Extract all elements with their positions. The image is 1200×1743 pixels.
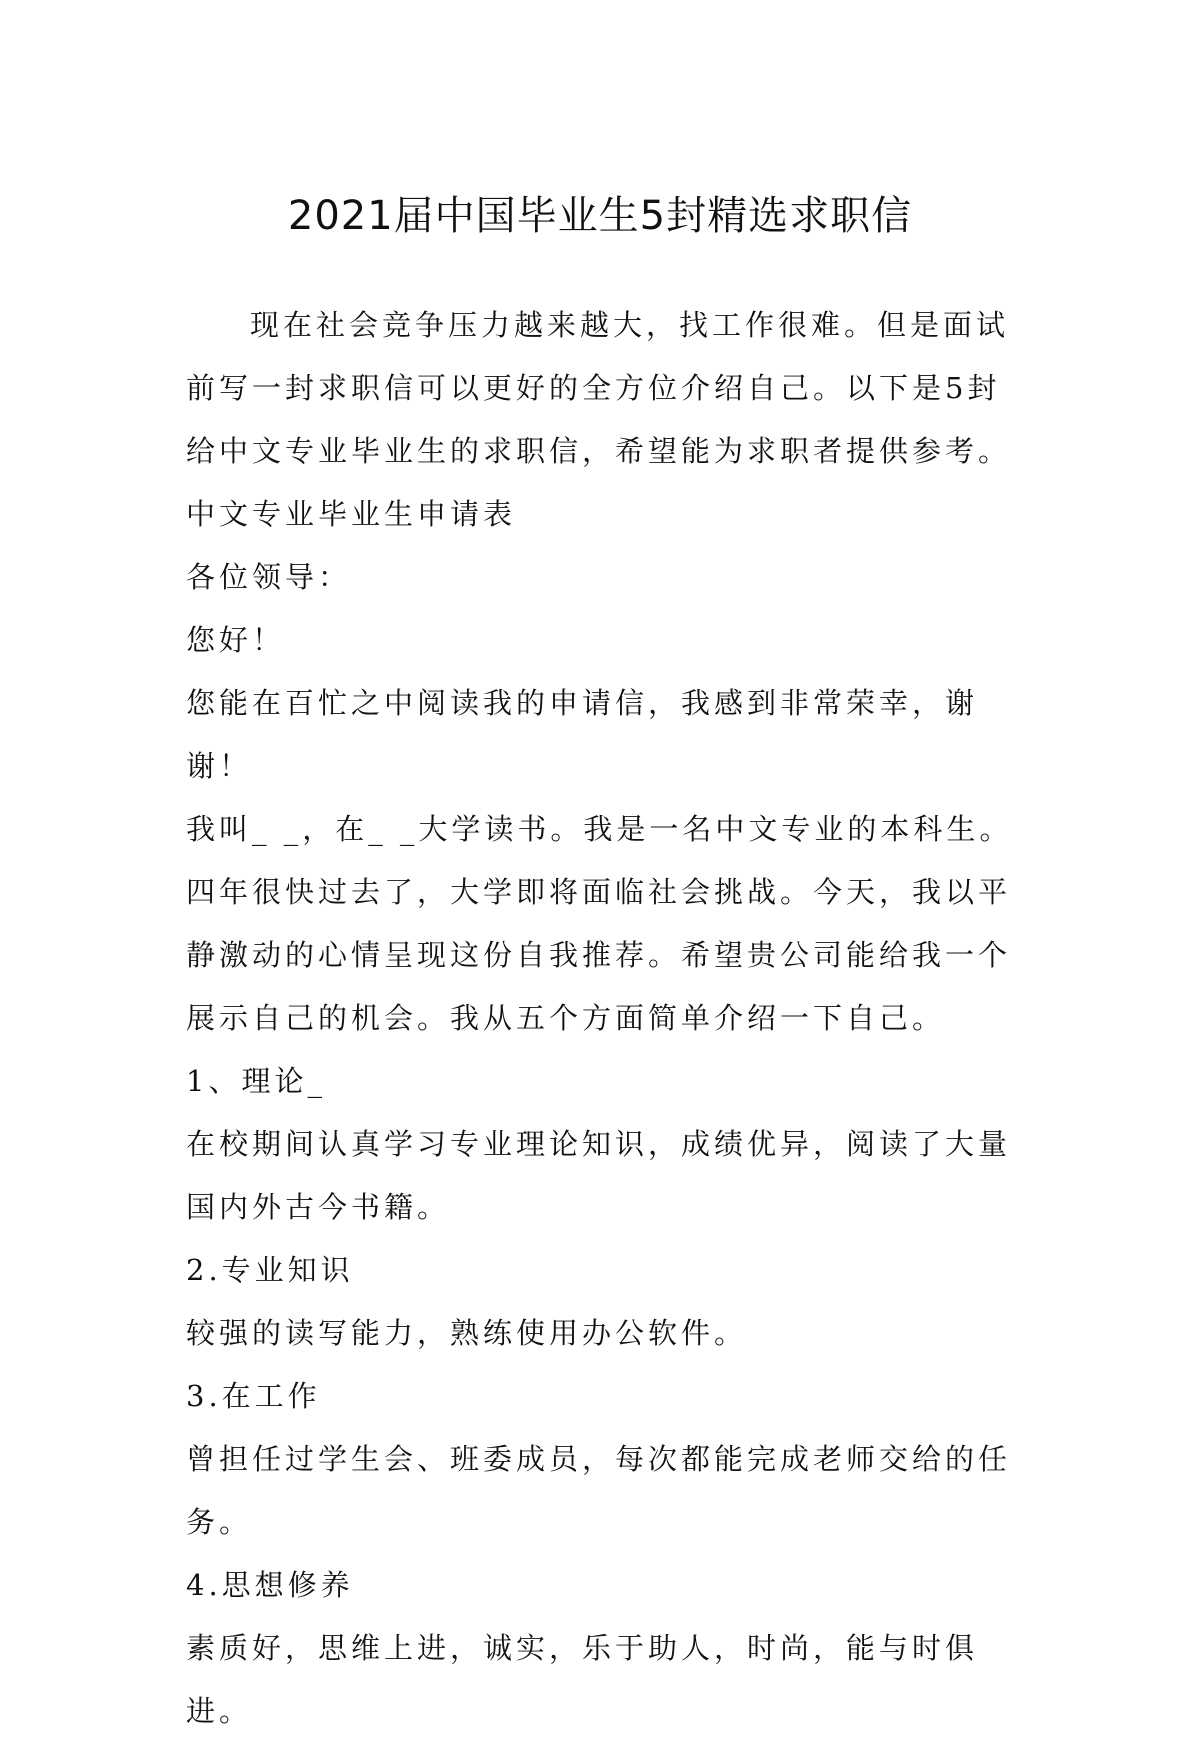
document-title: 2021届中国毕业生5封精选求职信 [287,193,913,239]
section-heading-theory: 1、理论_ [186,1064,326,1098]
thanks-line: 您能在百忙之中阅读我的申请信，我感到非常荣幸，谢谢！ [186,686,979,783]
self-intro-paragraph: 我叫_ _，在_ _大学读书。我是一名中文专业的本科生。四年很快过去了，大学即将面临社会挑战。今天，我以平静激动的心情呈现这份自我推荐。希望贵公司能给我一个展示自己的机会。我从五个方面简单介绍一下自己。 [186,812,1013,1035]
intro-paragraph: 现在社会竞争压力越来越大，找工作很难。但是面试前写一封求职信可以更好的全方位介绍自己。以下是5封给中文专业毕业生的求职信，希望能为求职者提供参考。 [186,308,1012,468]
section-text-theory: 在校期间认真学习专业理论知识，成绩优异，阅读了大量国内外古今书籍。 [186,1127,1012,1224]
section-text-ideology: 素质好，思维上进，诚实，乐于助人，时尚，能与时俱进。 [186,1631,979,1728]
salutation-line: 各位领导： [186,560,352,594]
subtitle-line: 中文专业毕业生申请表 [186,497,517,531]
document-body [186,294,1026,1743]
greeting-line: 您好！ [186,623,286,657]
section-text-professional-knowledge: 较强的读写能力，熟练使用办公软件。 [186,1316,748,1350]
section-heading-ideology: 4.思想修养 [186,1568,354,1602]
section-text-work: 曾担任过学生会、班委成员，每次都能完成老师交给的任务。 [186,1442,1012,1539]
section-heading-work: 3.在工作 [186,1379,321,1413]
section-heading-professional-knowledge: 2.专业知识 [186,1253,354,1287]
